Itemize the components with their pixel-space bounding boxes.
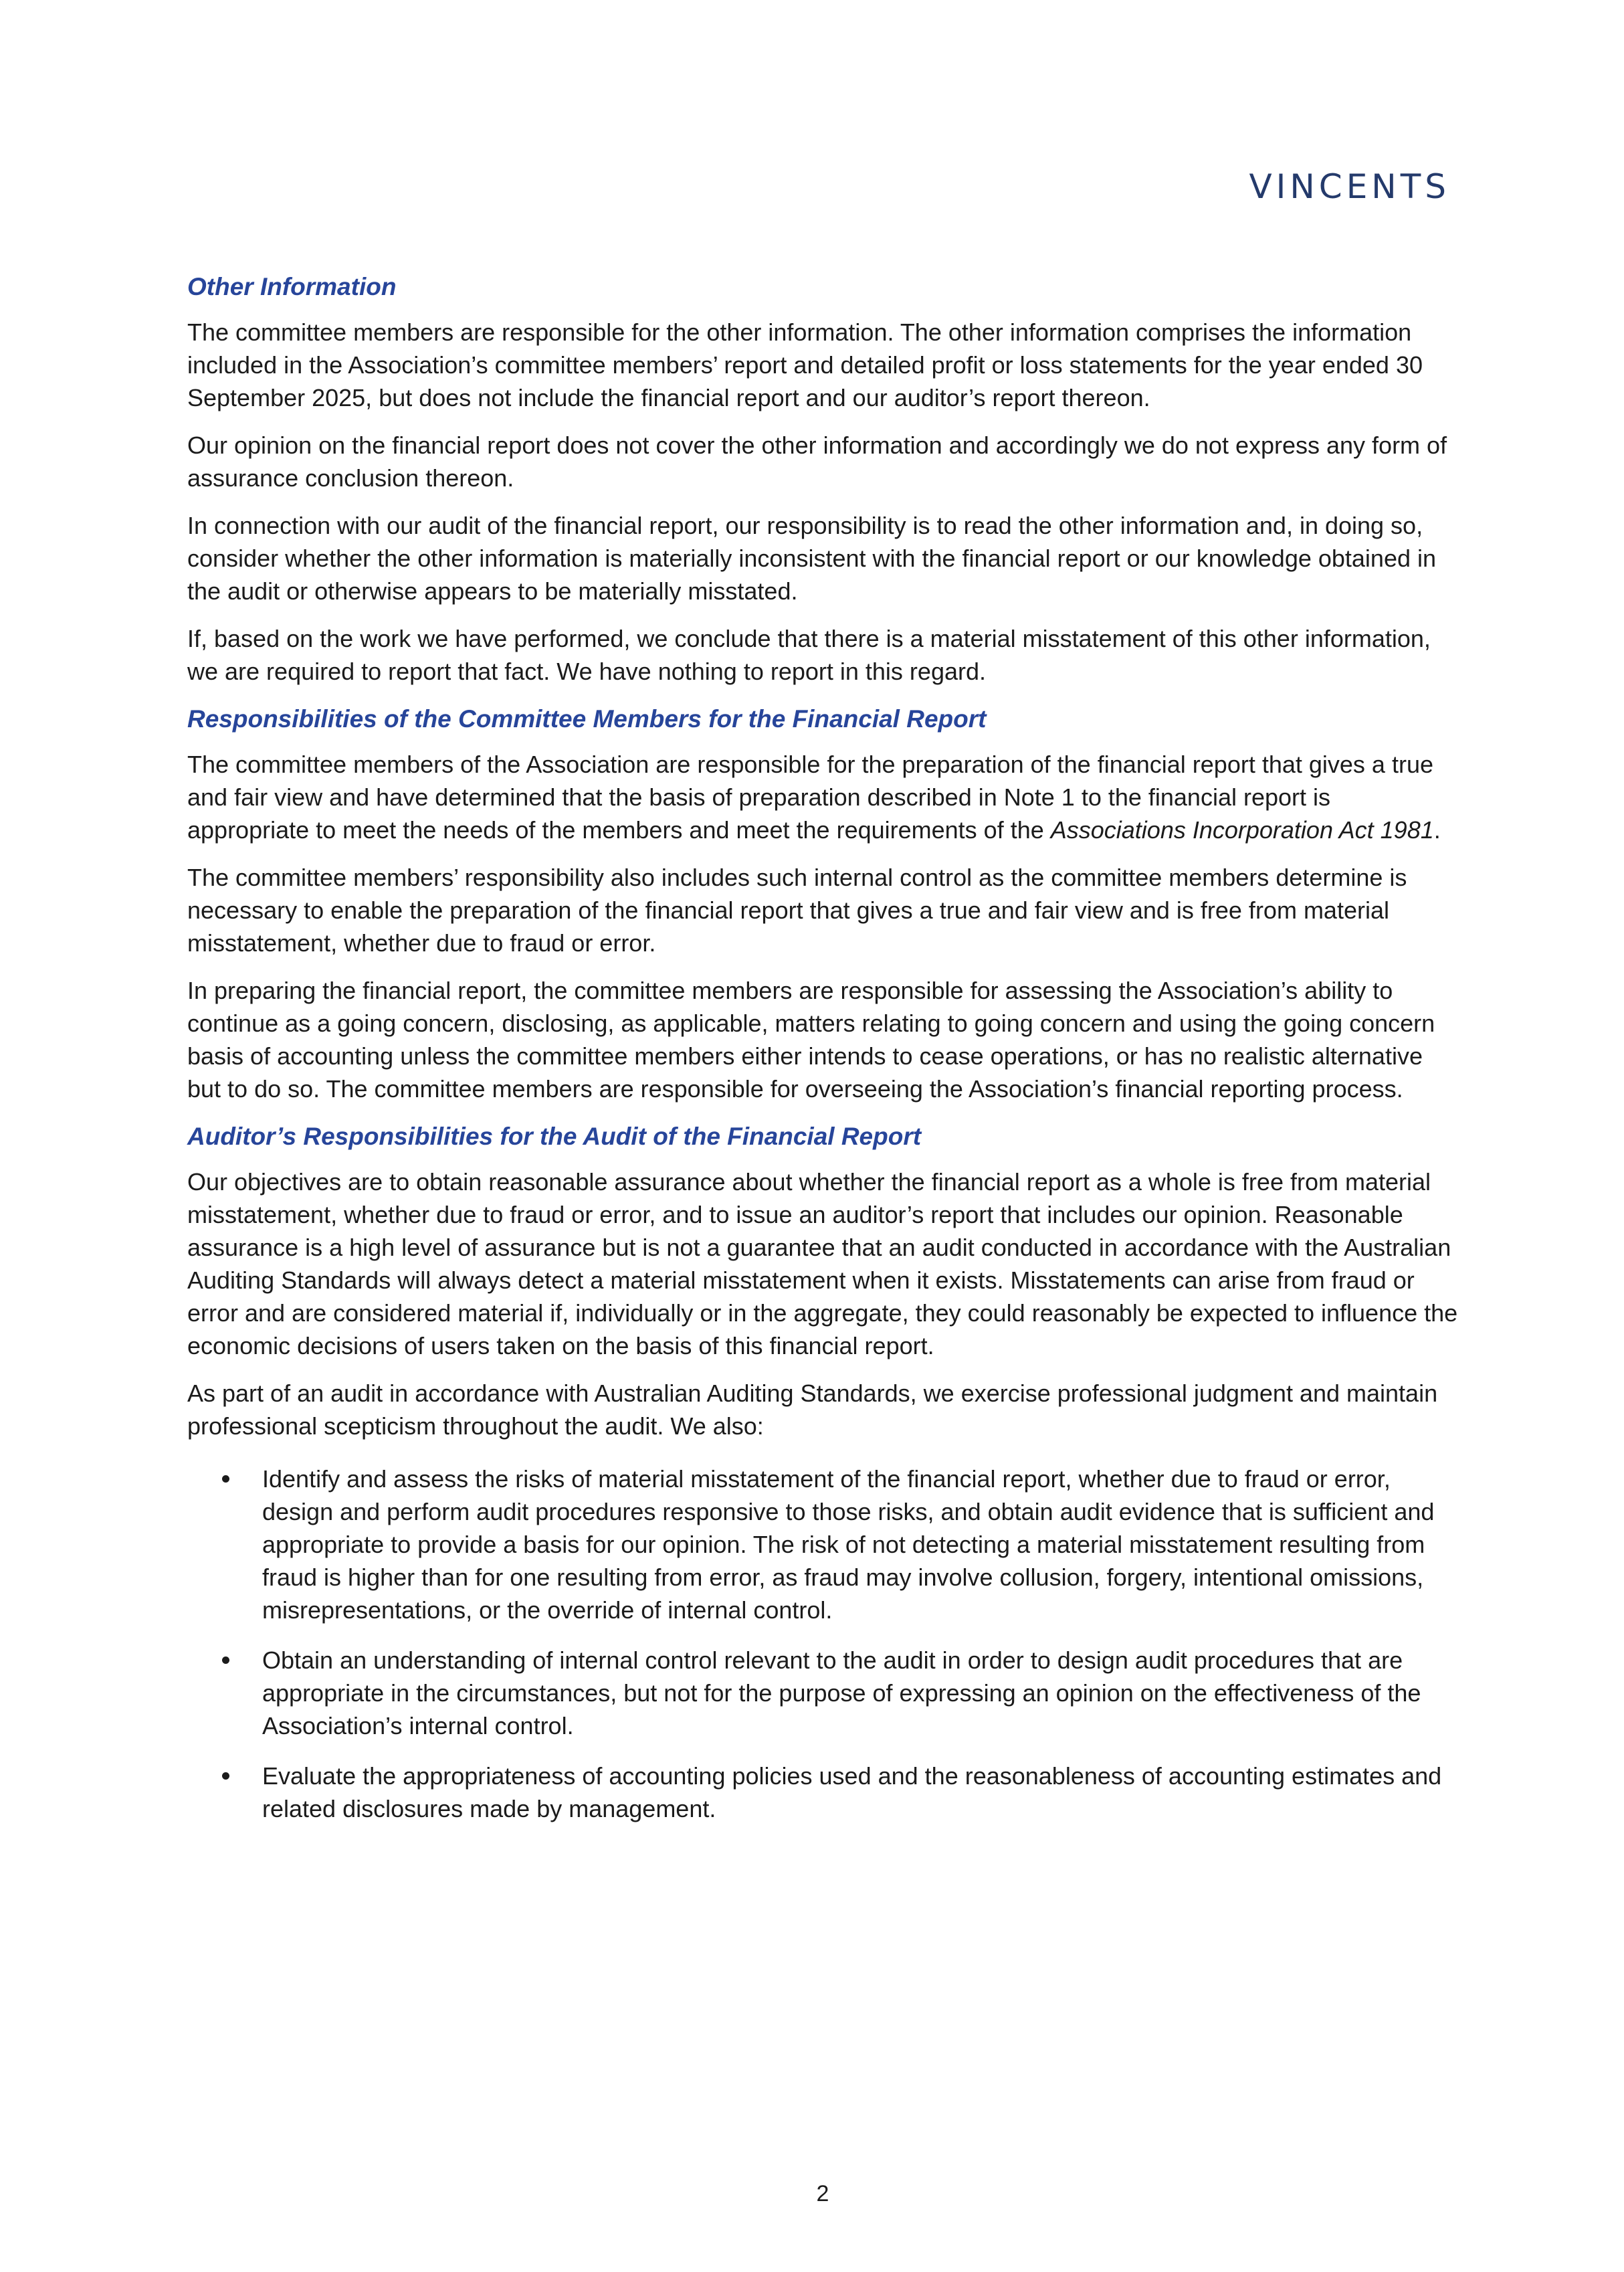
paragraph-end: . [1433, 816, 1441, 844]
bullet-icon [222, 1656, 229, 1664]
paragraph-text: The committee members of the Association are responsible for the preparation of the financial report that gives a true and fair view and have determined that the basis of preparation described in Note 1 to the financial report is appropriate to meet the needs of the members and meet the requirements of the [187, 751, 1433, 844]
page-number: 2 [816, 2181, 829, 2206]
bullet-icon [222, 1772, 229, 1780]
section-heading: Other Information [187, 273, 397, 300]
document-body [187, 270, 1458, 1842]
vincents-logo: VINCENTS [1249, 167, 1450, 206]
paragraph: As part of an audit in accordance with Australian Auditing Standards, we exercise professional judgment and maintain professional scepticism throughout the audit. We also: [187, 1380, 1438, 1440]
bullet-list [187, 1462, 1458, 1825]
paragraph: The committee members’ responsibility also includes such internal control as the committee members determine is necessary to enable the preparation of the financial report that gives a true and fair view and is free from material misstatement, whether due to fraud or error. [187, 864, 1407, 957]
paragraph [187, 748, 1458, 846]
act-title: Associations Incorporation Act 1981 [1050, 816, 1434, 844]
paragraph: The committee members are responsible for the other information. The other information comprises the information included in the Association’s committee members’ report and detailed profit or loss statements for the year ended 30 September 2025, but does not include the financial report and our auditor’s report thereon. [187, 318, 1423, 411]
section-heading: Responsibilities of the Committee Members for the Financial Report [187, 705, 987, 733]
bullet-icon [222, 1475, 229, 1483]
bullet-text: Obtain an understanding of internal control relevant to the audit in order to design audit procedures that are appropriate in the circumstances, but not for the purpose of expressing an opinion on the effectiveness of the Association’s internal control. [262, 1646, 1421, 1739]
paragraph: In connection with our audit of the financial report, our responsibility is to read the other information and, in doing so, consider whether the other information is materially inconsistent with the financial report or our knowledge obtained in the audit or otherwise appears to be materially misstated. [187, 512, 1437, 605]
section-committee-responsibilities [187, 702, 1458, 1105]
paragraph: Our objectives are to obtain reasonable assurance about whether the financial report as a whole is free from material misstatement, whether due to fraud or error, and to issue an auditor’s report that includes our opinion. Reasonable assurance is a high level of assurance but is not a guarantee that an audit conducted in accordance with the Australian Auditing Standards will always detect a material misstatement when it exists. Misstatements can arise from fraud or error and are considered material if, individually or in the aggregate, they could reasonably be expected to influence the economic decisions of users taken on the basis of this financial report. [187, 1168, 1458, 1359]
bullet-item [187, 1644, 1458, 1742]
bullet-text: Identify and assess the risks of material misstatement of the financial report, whether due to fraud or error, design and perform audit procedures responsive to those risks, and obtain audit evidence that is sufficient and appropriate to provide a basis for our opinion. The risk of not detecting a material misstatement resulting from fraud is higher than for one resulting from error, as fraud may involve collusion, forgery, intentional omissions, misrepresentations, or the override of internal control. [262, 1465, 1435, 1624]
section-heading: Auditor’s Responsibilities for the Audit of the Financial Report [187, 1123, 922, 1150]
bullet-item [187, 1760, 1458, 1825]
section-other-information [187, 270, 1458, 688]
paragraph: If, based on the work we have performed, we conclude that there is a material misstatement of this other information, we are required to report that fact. We have nothing to report in this regard. [187, 625, 1431, 685]
bullet-text: Evaluate the appropriateness of accounting policies used and the reasonableness of accounting estimates and related disclosures made by management. [262, 1762, 1442, 1822]
paragraph: Our opinion on the financial report does not cover the other information and accordingly we do not express any form of assurance conclusion thereon. [187, 432, 1447, 492]
bullet-item [187, 1462, 1458, 1626]
paragraph: In preparing the financial report, the committee members are responsible for assessing the Association’s ability to continue as a going concern, disclosing, as applicable, matters relating to going concern and using the going concern basis of accounting unless the committee members either intends to cease operations, or has no realistic alternative but to do so. The committee members are responsible for overseeing the Association’s financial reporting process. [187, 977, 1435, 1103]
section-auditor-responsibilities [187, 1120, 1458, 1825]
